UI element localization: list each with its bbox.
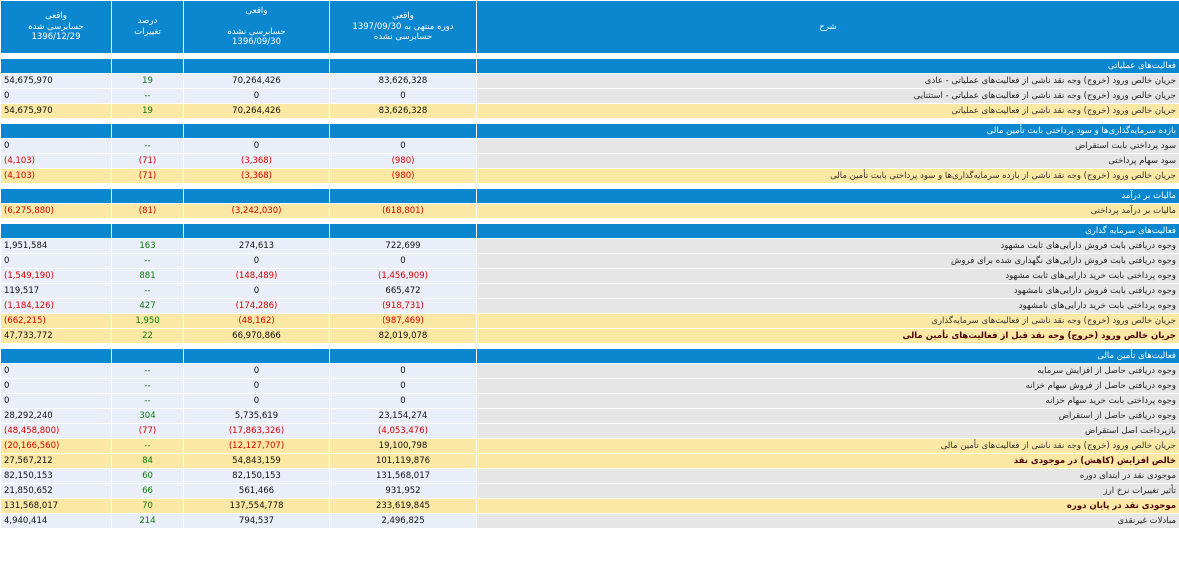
value-1396-09-30: (174,286) [235, 300, 278, 311]
table-body [1, 54, 1179, 529]
row-description: سود پرداختی بابت استقراض [477, 139, 1179, 154]
row-description: وجوه پرداختی بابت خرید سهام خزانه [477, 394, 1179, 409]
row-description: بازپرداخت اصل استقراض [477, 424, 1179, 439]
value-1397-09-30: 82,019,078 [378, 330, 428, 341]
change-percent: 84 [142, 455, 153, 466]
value-1396-09-30: 0 [253, 395, 260, 406]
value-1396-09-30: 794,537 [238, 515, 275, 526]
change-percent: 214 [139, 515, 156, 526]
value-1397-09-30: (987,469) [382, 315, 424, 326]
value-1396-12-29: 0 [4, 380, 10, 391]
value-1396-12-29: 119,517 [4, 285, 40, 296]
value-1397-09-30: (918,731) [382, 300, 424, 311]
value-1397-09-30: 0 [400, 90, 406, 101]
row-description: سود سهام پرداختی [477, 154, 1179, 169]
value-1396-12-29: 131,568,017 [4, 500, 59, 511]
table-row [1, 74, 1179, 89]
change-percent: (71) [138, 170, 157, 181]
value-1396-12-29: 21,850,652 [4, 485, 53, 496]
table-row [1, 514, 1179, 529]
value-1396-09-30: 274,613 [238, 240, 275, 251]
section-title: فعالیت‌های عملیاتی [477, 59, 1179, 74]
section-header-row [1, 124, 1179, 139]
header-period-1397-09-30: واقعی دوره منتهی به 1397/09/30 حسابرسی نشده [330, 1, 477, 54]
value-1397-09-30: 722,699 [385, 240, 421, 251]
change-percent: 19 [142, 75, 153, 86]
value-1396-12-29: 0 [4, 365, 10, 376]
table-row [1, 284, 1179, 299]
table-row [1, 89, 1179, 104]
subtotal-row [1, 104, 1179, 119]
value-1397-09-30: 0 [400, 380, 406, 391]
value-1397-09-30: 131,568,017 [375, 470, 431, 481]
value-1396-09-30: (3,242,030) [231, 205, 282, 216]
change-percent: -- [144, 395, 151, 406]
value-1397-09-30: (4,053,476) [378, 425, 428, 436]
change-percent: 1,950 [135, 315, 160, 326]
value-1396-09-30: 82,150,153 [232, 470, 281, 481]
value-1396-09-30: 5,735,619 [234, 410, 279, 421]
value-1397-09-30: 101,119,876 [375, 455, 431, 466]
value-1396-09-30: 70,264,426 [232, 105, 281, 116]
value-1396-09-30: 0 [253, 255, 260, 266]
value-1396-12-29: 82,150,153 [4, 470, 53, 481]
value-1396-12-29: 28,292,240 [4, 410, 53, 421]
row-description: جریان خالص ورود (خروج) وجه نقد ناشی از بازده سرمایه‌گذاری‌ها و سود پرداختی بابت تأمین مالی [477, 169, 1179, 184]
value-1397-09-30: 0 [400, 255, 406, 266]
value-1396-09-30: 70,264,426 [232, 75, 281, 86]
row-description: وجوه دریافتی حاصل از افزایش سرمایه [477, 364, 1179, 379]
row-description: مالیات بر درآمد پرداختی [477, 204, 1179, 219]
change-percent: -- [144, 285, 151, 296]
value-1397-09-30: 23,154,274 [378, 410, 428, 421]
value-1396-12-29: (48,458,800) [4, 425, 60, 436]
value-1396-09-30: (17,863,326) [228, 425, 285, 436]
value-1396-12-29: (6,275,880) [4, 205, 54, 216]
value-1396-12-29: 4,940,414 [4, 515, 48, 526]
value-1396-09-30: 0 [253, 380, 260, 391]
header-unaudited-1396-09-30: واقعی حسابرسی نشده 1396/09/30 [184, 1, 330, 54]
change-percent: (77) [138, 425, 157, 436]
value-1397-09-30: 2,496,825 [381, 515, 425, 526]
value-1396-09-30: 561,466 [238, 485, 275, 496]
change-percent: (81) [138, 205, 157, 216]
value-1397-09-30: 0 [400, 395, 406, 406]
value-1396-09-30: (148,489) [235, 270, 278, 281]
row-description: وجوه دریافتی حاصل از فروش سهام خزانه [477, 379, 1179, 394]
section-header-row [1, 189, 1179, 204]
table-row [1, 254, 1179, 269]
table-row [1, 269, 1179, 284]
subtotal-row [1, 499, 1179, 514]
table-row [1, 154, 1179, 169]
row-description: وجوه دریافتی حاصل از استقراض [477, 409, 1179, 424]
value-1396-09-30: 0 [253, 365, 260, 376]
value-1396-12-29: (662,215) [4, 315, 46, 326]
value-1396-12-29: 0 [4, 255, 10, 266]
row-description: وجوه پرداختی بابت خرید دارایی‌های ثابت مشهود [477, 269, 1179, 284]
value-1397-09-30: 0 [400, 140, 406, 151]
row-description: مبادلات غیرنقدی [477, 514, 1179, 529]
value-1396-12-29: (1,549,190) [4, 270, 54, 281]
change-percent: -- [144, 380, 151, 391]
row-description: وجوه دریافتی بابت فروش دارایی‌های نامشهود [477, 284, 1179, 299]
table-row [1, 469, 1179, 484]
value-1396-09-30: 66,970,866 [232, 330, 281, 341]
change-percent: (71) [138, 155, 157, 166]
table-header [1, 1, 1179, 54]
value-1396-12-29: 0 [4, 140, 10, 151]
change-percent: 881 [139, 270, 156, 281]
section-header-row [1, 59, 1179, 74]
change-percent: -- [144, 90, 151, 101]
value-1396-09-30: 0 [253, 285, 260, 296]
value-1397-09-30: 83,626,328 [378, 105, 428, 116]
change-percent: -- [144, 140, 151, 151]
row-description: تأثیر تغییرات نرخ ارز [477, 484, 1179, 499]
change-percent: 427 [139, 300, 156, 311]
value-1396-12-29: 54,675,970 [4, 105, 53, 116]
value-1396-09-30: 0 [253, 90, 260, 101]
section-title: فعالیت‌های تأمین مالی [477, 349, 1179, 364]
change-percent: -- [144, 365, 151, 376]
row-description: وجوه دریافتی بابت فروش دارایی‌های ثابت مشهود [477, 239, 1179, 254]
table-row [1, 239, 1179, 254]
header-audited-1396-12-29: واقعی حسابرسی شده 1396/12/29 [1, 1, 112, 54]
row-description: جریان خالص ورود (خروج) وجه نقد ناشی از فعالیت‌های عملیاتی [477, 104, 1179, 119]
change-percent: 304 [139, 410, 156, 421]
row-description: جریان خالص ورود (خروج) وجه نقد ناشی از فعالیت‌های سرمایه‌گذاری [477, 314, 1179, 329]
row-description: وجوه پرداختی بابت خرید دارایی‌های نامشهود [477, 299, 1179, 314]
change-percent: 70 [142, 500, 153, 511]
value-1396-09-30: (3,368) [241, 170, 272, 181]
value-1396-12-29: 0 [4, 395, 10, 406]
value-1396-12-29: 1,951,584 [4, 240, 48, 251]
section-header-row [1, 349, 1179, 364]
row-description: خالص افزایش (کاهش) در موجودی نقد [477, 454, 1179, 469]
row-description: جریان خالص ورود (خروج) وجه نقد ناشی از فعالیت‌های تأمین مالی [477, 439, 1179, 454]
table-row [1, 409, 1179, 424]
value-1397-09-30: 931,952 [385, 485, 421, 496]
value-1396-09-30: 0 [253, 140, 260, 151]
value-1397-09-30: 665,472 [385, 285, 421, 296]
table-row [1, 484, 1179, 499]
change-percent: 66 [142, 485, 153, 496]
value-1397-09-30: 233,619,845 [375, 500, 431, 511]
change-percent: 60 [142, 470, 153, 481]
value-1396-09-30: (12,127,707) [228, 440, 285, 451]
change-percent: -- [144, 255, 151, 266]
subtotal-row [1, 329, 1179, 344]
subtotal-row [1, 204, 1179, 219]
value-1396-12-29: (20,166,560) [4, 440, 60, 451]
value-1396-12-29: 27,567,212 [4, 455, 53, 466]
row-description: جریان خالص ورود (خروج) وجه نقد قبل از فعالیت‌های تأمین مالی [477, 329, 1179, 344]
row-description: وجوه دریافتی بابت فروش دارایی‌های نگهداری شده برای فروش [477, 254, 1179, 269]
value-1397-09-30: (980) [391, 155, 415, 166]
change-percent: 19 [142, 105, 153, 116]
section-title: فعالیت‌های سرمایه گذاری [477, 224, 1179, 239]
table-row [1, 379, 1179, 394]
value-1396-12-29: (4,103) [4, 155, 35, 166]
value-1397-09-30: (1,456,909) [378, 270, 428, 281]
section-title: بازده سرمایه‌گذاری‌ها و سود پرداختی بابت تأمین مالی [477, 124, 1179, 139]
table-row [1, 394, 1179, 409]
table-row [1, 139, 1179, 154]
value-1396-09-30: (3,368) [241, 155, 272, 166]
change-percent: 163 [139, 240, 156, 251]
row-description: موجودی نقد در پایان دوره [477, 499, 1179, 514]
change-percent: 22 [142, 330, 153, 341]
header-change-percent: درصد تغییرات [112, 1, 184, 54]
table-row [1, 424, 1179, 439]
value-1397-09-30: (980) [391, 170, 415, 181]
value-1396-09-30: (48,162) [238, 315, 275, 326]
table-row [1, 299, 1179, 314]
value-1396-12-29: 54,675,970 [4, 75, 53, 86]
table-row [1, 364, 1179, 379]
change-percent: -- [144, 440, 151, 451]
subtotal-row [1, 314, 1179, 329]
value-1397-09-30: 83,626,328 [378, 75, 428, 86]
row-description: جریان خالص ورود (خروج) وجه نقد ناشی از فعالیت‌های عملیاتی - استثنایی [477, 89, 1179, 104]
section-header-row [1, 224, 1179, 239]
value-1396-09-30: 137,554,778 [229, 500, 284, 511]
value-1396-09-30: 54,843,159 [232, 455, 281, 466]
value-1397-09-30: (618,801) [382, 205, 424, 216]
value-1396-12-29: (1,184,126) [4, 300, 54, 311]
value-1396-12-29: 47,733,772 [4, 330, 53, 341]
row-description: جریان خالص ورود (خروج) وجه نقد ناشی از فعالیت‌های عملیاتی - عادی [477, 74, 1179, 89]
subtotal-row [1, 169, 1179, 184]
section-title: مالیات بر درآمد [477, 189, 1179, 204]
value-1396-12-29: 0 [4, 90, 10, 101]
row-description: موجودی نقد در ابتدای دوره [477, 469, 1179, 484]
value-1397-09-30: 19,100,798 [378, 440, 428, 451]
value-1397-09-30: 0 [400, 365, 406, 376]
subtotal-row [1, 454, 1179, 469]
value-1396-12-29: (4,103) [4, 170, 35, 181]
header-description: شرح [477, 1, 1179, 54]
subtotal-row [1, 439, 1179, 454]
